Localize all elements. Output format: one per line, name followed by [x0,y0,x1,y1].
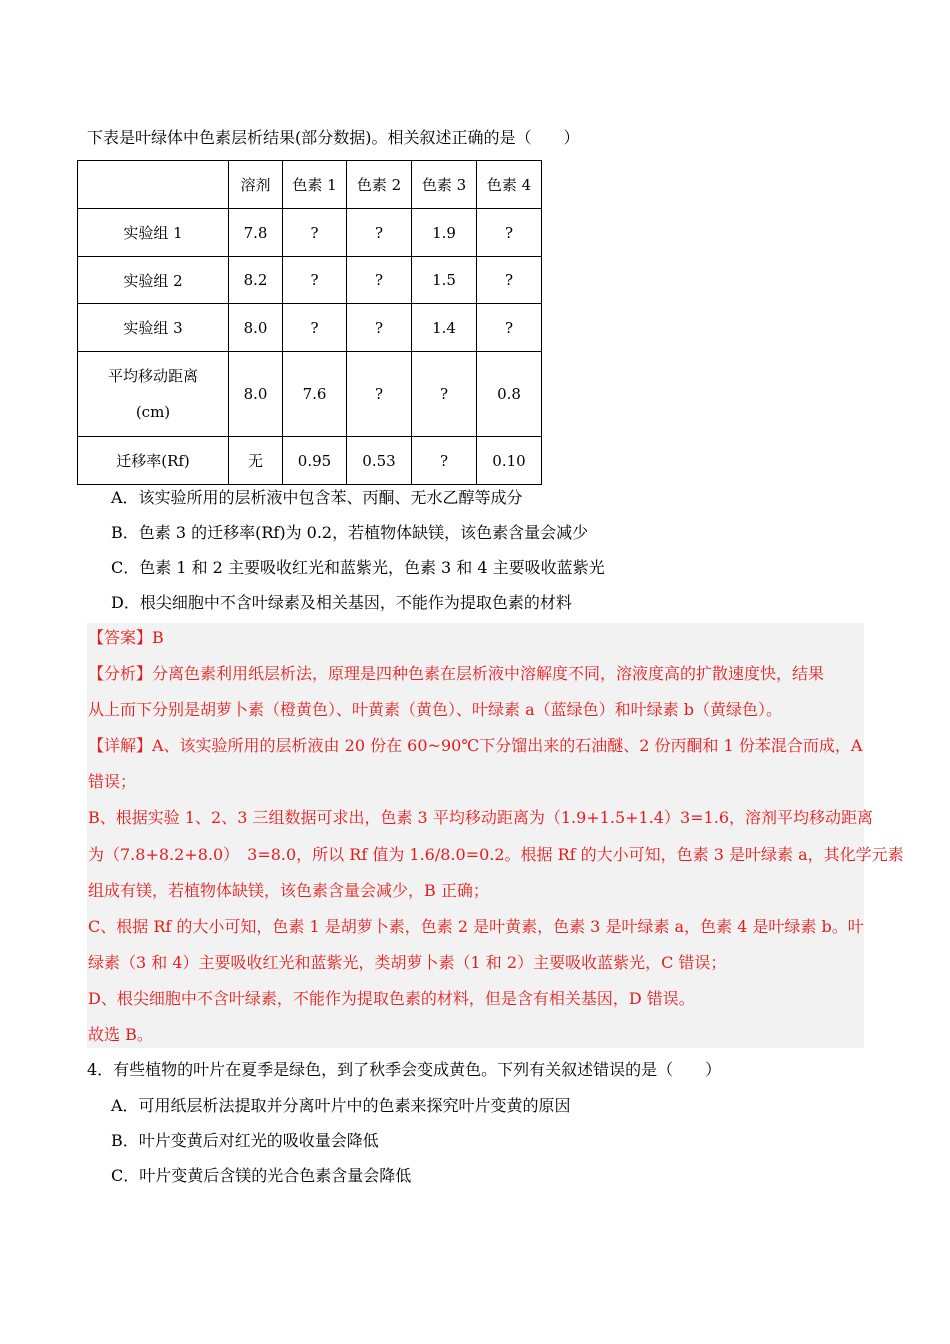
conclusion-line: 故选 B。 [88,1025,153,1044]
table-cell: 8.2 [229,257,283,304]
detail-line: 为（7.8+8.2+8.0） 3=8.0，所以 Rf 值为 1.6/8.0=0.2。根据 Rf 的大小可知，色素 3 是叶绿素 a，其化学元素 [88,845,904,864]
q4-option-c: C．叶片变黄后含镁的光合色素含量会降低 [111,1166,412,1185]
table-header-cell: 溶剂 [229,161,283,209]
option-a: A．该实验所用的层析液中包含苯、丙酮、无水乙醇等成分 [111,488,523,507]
table-header-cell: 色素 4 [477,161,542,209]
table-row [78,437,542,485]
table-cell: 0.53 [347,437,412,485]
table-cell: ? [477,257,542,304]
q4-option-a: A．可用纸层析法提取并分离叶片中的色素来探究叶片变黄的原因 [111,1096,571,1115]
table-cell: ? [283,209,347,257]
table-cell: 8.0 [229,352,283,437]
table-header-cell: 色素 3 [412,161,477,209]
option-c: C．色素 1 和 2 主要吸收红光和蓝紫光，色素 3 和 4 主要吸收蓝紫光 [111,558,605,577]
table-row [78,304,542,352]
table-cell: 0.8 [477,352,542,437]
detail-line: 错误； [88,772,137,791]
chromatography-table [77,160,542,485]
detail-line: 【详解】A、该实验所用的层析液由 20 份在 60~90℃下分馏出来的石油醚、2 份丙酮和 1 份苯混合而成，A [88,736,863,755]
table-cell: 7.6 [283,352,347,437]
q4-option-b: B．叶片变黄后对红光的吸收量会降低 [111,1131,379,1150]
table-cell: 无 [229,437,283,485]
table-header-cell [78,161,229,209]
row-label: 实验组 3 [78,304,229,352]
table-cell: ? [477,209,542,257]
detail-line: B、根据实验 1、2、3 三组数据可求出，色素 3 平均移动距离为（1.9+1.5+1.4）3=1.6，溶剂平均移动距离 [88,808,874,827]
table-cell: ? [347,304,412,352]
table-cell: 0.95 [283,437,347,485]
table-row [78,209,542,257]
table-cell: ? [283,304,347,352]
table-cell: 8.0 [229,304,283,352]
question-stem: 下表是叶绿体中色素层析结果(部分数据)。相关叙述正确的是（ ） [87,128,580,147]
table-cell: ? [412,437,477,485]
row-label: 迁移率(Rf) [78,437,229,485]
table-header-cell: 色素 2 [347,161,412,209]
row-label: 实验组 1 [78,209,229,257]
row-label-line: (cm) [135,403,171,421]
table-cell: 1.4 [412,304,477,352]
answer-line: 【答案】B [88,628,164,647]
detail-line: 组成有镁，若植物体缺镁，该色素含量会减少，B 正确； [88,881,489,900]
analysis-line: 从上而下分别是胡萝卜素（橙黄色）、叶黄素（黄色）、叶绿素 a（蓝绿色）和叶绿素 b（黄绿色）。 [88,700,782,719]
table-row [78,352,542,437]
answer-explanation-box [87,623,864,1048]
table-cell: ? [412,352,477,437]
table-cell: 7.8 [229,209,283,257]
table-cell: ? [347,257,412,304]
detail-line: D、根尖细胞中不含叶绿素，不能作为提取色素的材料，但是含有相关基因，D 错误。 [88,989,695,1008]
option-d: D．根尖细胞中不含叶绿素及相关基因，不能作为提取色素的材料 [111,593,572,612]
question-4-stem: 4．有些植物的叶片在夏季是绿色，到了秋季会变成黄色。下列有关叙述错误的是（ ） [87,1060,722,1079]
table-cell: 1.5 [412,257,477,304]
table-header-cell: 色素 1 [283,161,347,209]
table-cell: ? [347,352,412,437]
table-cell: ? [283,257,347,304]
option-b: B．色素 3 的迁移率(Rf)为 0.2，若植物体缺镁，该色素含量会减少 [111,523,589,542]
detail-line: 绿素（3 和 4）主要吸收红光和蓝紫光，类胡萝卜素（1 和 2）主要吸收蓝紫光，C 错误； [88,953,727,972]
analysis-line: 【分析】分离色素利用纸层析法，原理是四种色素在层析液中溶解度不同，溶液度高的扩散速度快，结果 [88,664,825,683]
detail-line: C、根据 Rf 的大小可知，色素 1 是胡萝卜素，色素 2 是叶黄素，色素 3 是叶绿素 a，色素 4 是叶绿素 b。叶 [88,917,864,936]
row-label [78,352,229,437]
table-cell: ? [477,304,542,352]
table-cell: ? [347,209,412,257]
row-label-line: 平均移动距离 [107,367,198,385]
table-header-row [78,161,542,209]
table-cell: 1.9 [412,209,477,257]
row-label: 实验组 2 [78,257,229,304]
table-row [78,257,542,304]
table-cell: 0.10 [477,437,542,485]
